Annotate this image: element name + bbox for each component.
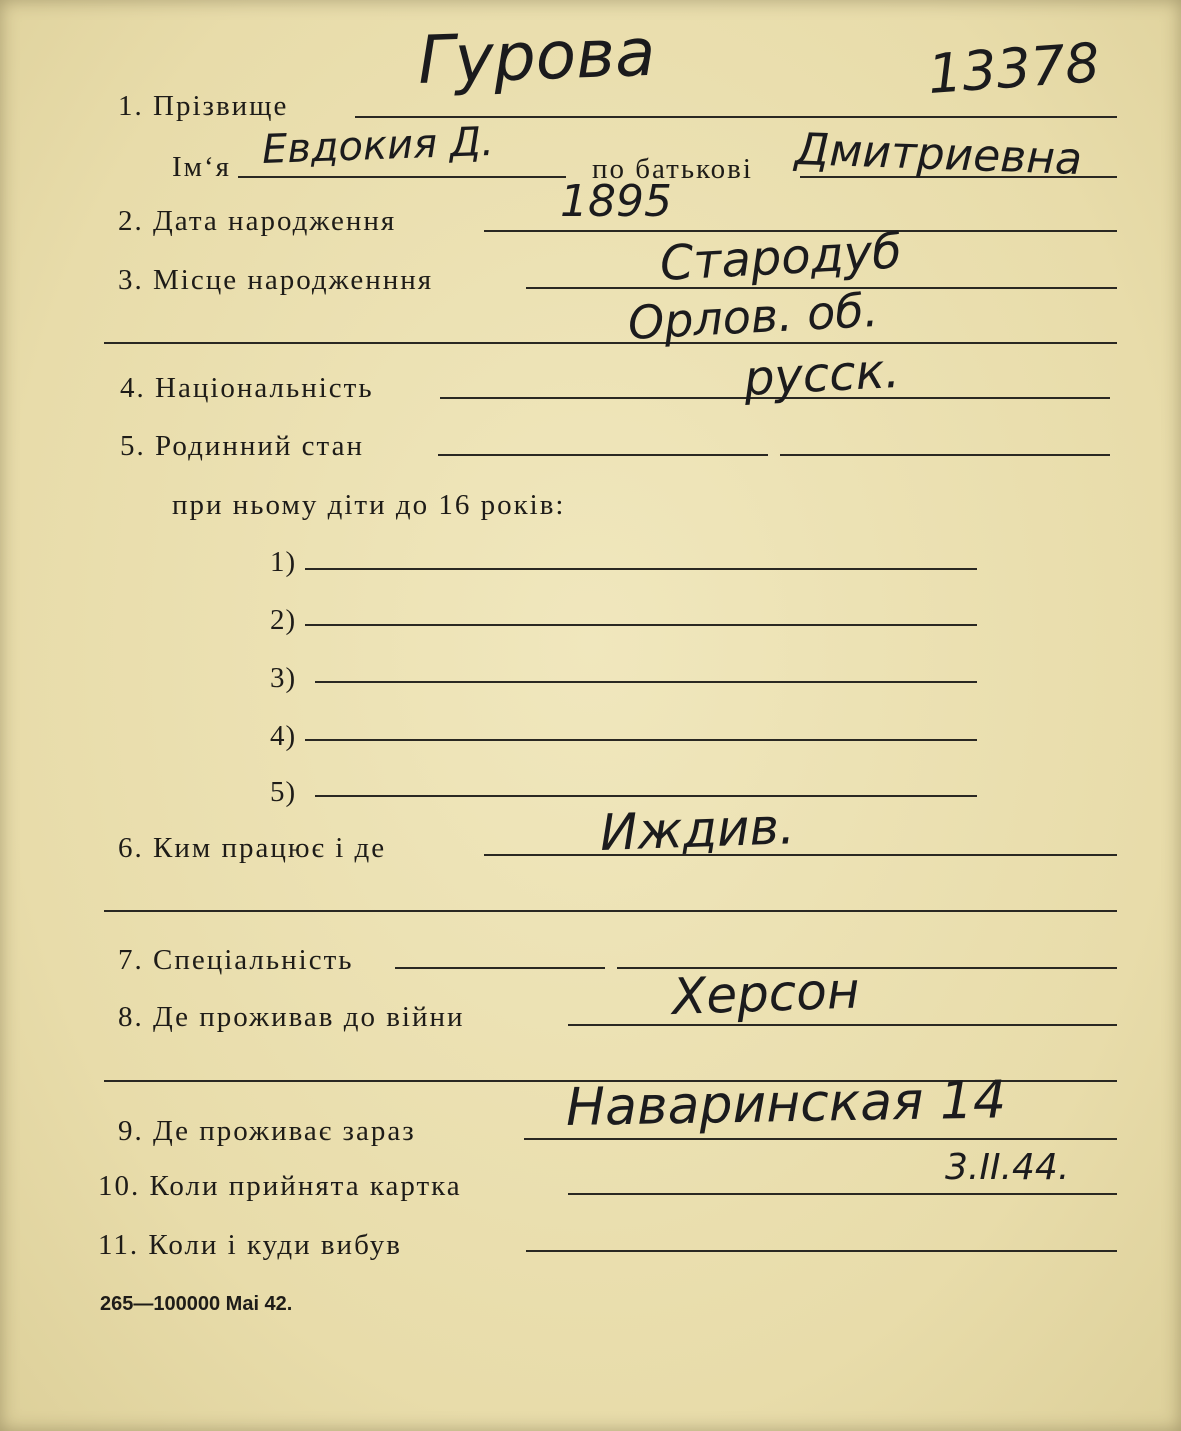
child-4-label: 4)	[270, 720, 297, 752]
card-accepted-date-handwritten: 3.II.44.	[945, 1147, 1070, 1188]
occupation-label: 6. Ким працює і де	[118, 832, 387, 864]
first-name-handwritten: Евдокия Д.	[261, 118, 495, 173]
child-5-line	[315, 795, 977, 797]
child-1-line	[305, 568, 977, 570]
birth-place-label: 3. Місце народженння	[118, 264, 434, 296]
family-status-line-2	[780, 454, 1110, 456]
patronymic-label: по батькові	[592, 153, 753, 185]
child-3-label: 3)	[270, 662, 297, 694]
child-2-line	[305, 624, 977, 626]
current-residence-line	[524, 1138, 1117, 1140]
card-number-handwritten: 13378	[925, 31, 1102, 106]
current-residence-label: 9. Де проживає зараз	[118, 1115, 416, 1147]
card-accepted-label: 10. Коли прийнята картка	[98, 1170, 462, 1202]
departure-line	[526, 1250, 1117, 1252]
specialty-line-1	[395, 967, 605, 969]
surname-label: 1. Прізвище	[118, 90, 289, 122]
specialty-label: 7. Спеціальність	[118, 944, 354, 976]
nationality-label: 4. Національність	[120, 372, 374, 404]
family-status-label: 5. Родинний стан	[120, 430, 364, 462]
birth-place-line2-handwritten: Орлов. об.	[626, 282, 880, 350]
birth-place-line-2	[104, 342, 1117, 344]
child-1-label: 1)	[270, 546, 297, 578]
print-code: 265—100000 Mai 42.	[100, 1293, 293, 1315]
first-name-line	[238, 176, 566, 178]
surname-handwritten: Гурова	[416, 13, 657, 99]
departure-label: 11. Коли і куди вибув	[98, 1229, 402, 1261]
birth-date-handwritten: 1895	[560, 176, 672, 227]
occupation-handwritten: Иждив.	[598, 797, 796, 862]
prewar-residence-label: 8. Де проживав до війни	[118, 1001, 465, 1033]
card-accepted-line	[568, 1193, 1117, 1195]
child-4-line	[305, 739, 977, 741]
nationality-handwritten: русск.	[742, 342, 902, 407]
birth-place-line1-handwritten: Стародуб	[658, 223, 904, 292]
current-residence-handwritten: Наваринская 14	[565, 1070, 1007, 1138]
prewar-residence-line	[568, 1024, 1117, 1026]
birth-date-label: 2. Дата народження	[118, 205, 397, 237]
children-label: при ньому діти до 16 років:	[172, 489, 566, 521]
first-name-label: Ім‘я	[172, 151, 232, 183]
child-3-line	[315, 681, 977, 683]
patronymic-handwritten: Дмитриевна	[794, 124, 1083, 186]
occupation-line	[484, 854, 1117, 856]
surname-line	[355, 116, 1117, 118]
occupation-line-2	[104, 910, 1117, 912]
child-5-label: 5)	[270, 776, 297, 808]
prewar-residence-handwritten: Херсон	[670, 961, 861, 1026]
family-status-line-1	[438, 454, 768, 456]
child-2-label: 2)	[270, 604, 297, 636]
